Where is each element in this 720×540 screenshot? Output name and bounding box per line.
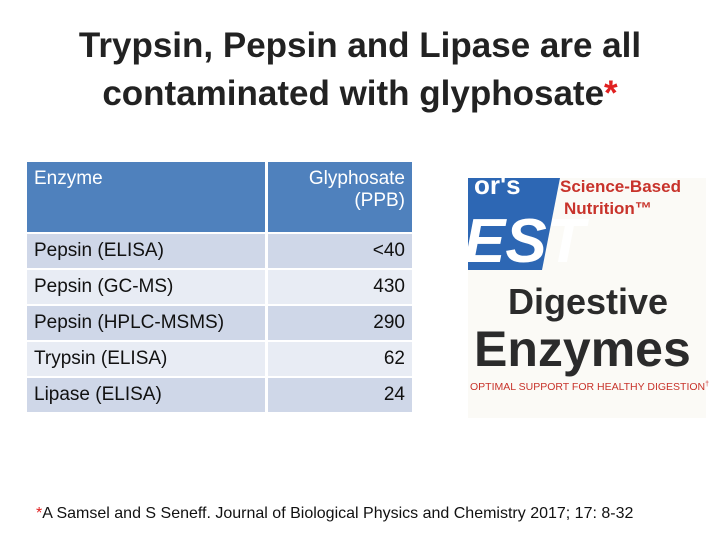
enzyme-cell: Pepsin (ELISA) — [27, 234, 265, 268]
enzyme-cell: Trypsin (ELISA) — [27, 342, 265, 376]
header-glyphosate — [265, 162, 412, 232]
header-unit: (PPB) — [354, 190, 405, 211]
product-label-photo — [464, 170, 710, 418]
slide-title — [0, 22, 720, 118]
title-line-2-text: contaminated with glyphosate — [102, 74, 605, 113]
tagline-mark: † — [705, 381, 710, 388]
header-glyphosate-label: Glyphosate — [308, 168, 405, 189]
product-tagline — [470, 381, 709, 393]
tagline-text: OPTIMAL SUPPORT FOR HEALTHY DIGESTION — [470, 381, 706, 393]
citation-footnote — [36, 505, 633, 523]
product-name-1: Digestive — [508, 281, 669, 322]
maker-text-2: Nutrition™ — [564, 199, 652, 218]
enzyme-cell: Lipase (ELISA) — [27, 378, 265, 412]
product-label-svg — [464, 170, 710, 418]
maker-text: Science-Based — [560, 177, 681, 196]
footnote-asterisk: * — [36, 505, 43, 522]
footnote-text: A Samsel and S Seneff. Journal of Biological Physics and Chemistry 2017; 17: 8-32 — [42, 505, 634, 522]
table-row — [27, 306, 412, 340]
table-row — [27, 342, 412, 376]
value-cell: 290 — [265, 306, 412, 340]
value-cell: 62 — [265, 342, 412, 376]
table-row — [27, 234, 412, 268]
table-header-row — [27, 162, 412, 232]
value-cell: <40 — [265, 234, 412, 268]
table-row — [27, 270, 412, 304]
best-fragment: EST — [464, 207, 585, 276]
title-line-2 — [0, 70, 720, 118]
header-enzyme: Enzyme — [27, 162, 265, 232]
value-cell: 24 — [265, 378, 412, 412]
title-asterisk: * — [604, 74, 618, 113]
enzyme-cell: Pepsin (GC-MS) — [27, 270, 265, 304]
glyphosate-table — [27, 160, 412, 414]
value-cell: 430 — [265, 270, 412, 304]
title-line-1: Trypsin, Pepsin and Lipase are all — [78, 26, 642, 65]
enzyme-cell: Pepsin (HPLC-MSMS) — [27, 306, 265, 340]
table-row — [27, 378, 412, 412]
brand-fragment: or's — [474, 170, 521, 200]
product-name-2: Enzymes — [474, 321, 691, 377]
